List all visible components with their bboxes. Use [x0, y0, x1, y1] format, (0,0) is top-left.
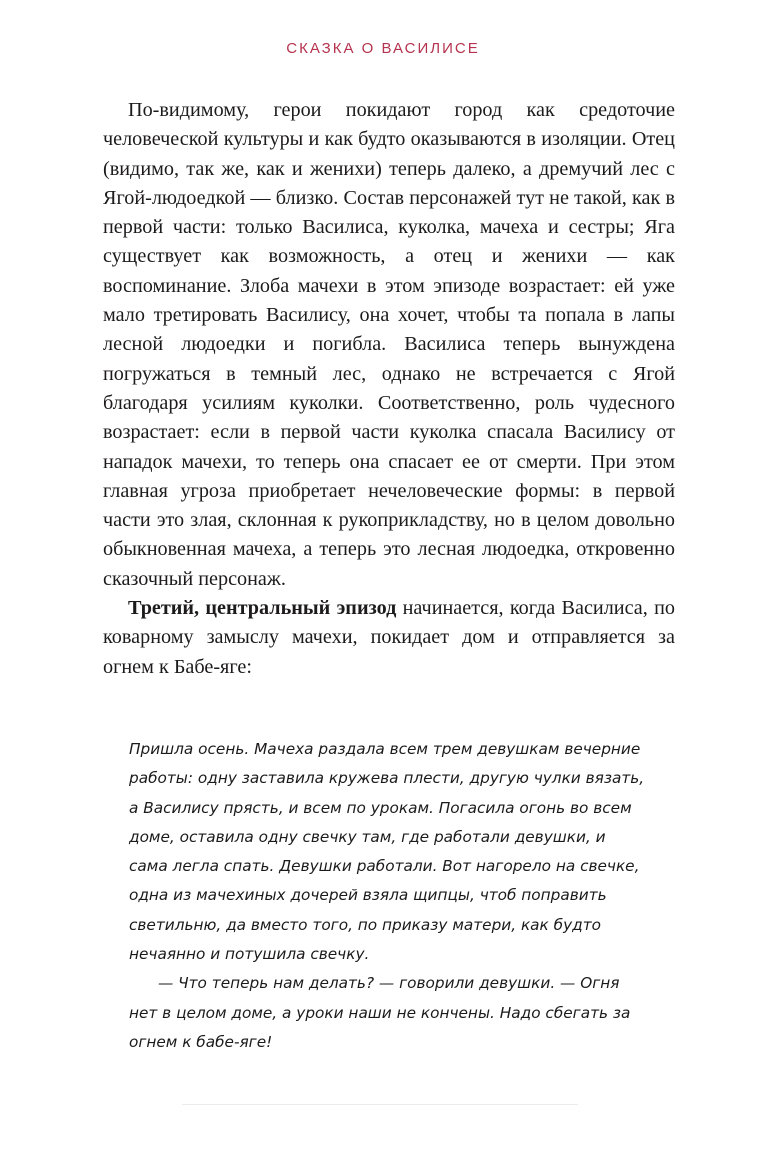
quote-paragraph: — Что теперь нам делать? — говорили девушки. — Огня нет в целом доме, а уроки наши не кончены. Надо сбегать за огнем к бабе-яге! [129, 974, 631, 1051]
main-text [103, 96, 675, 682]
bold-phrase: Третий, центральный эпизод [128, 597, 397, 620]
quote-paragraph: Пришла осень. Мачеха раздала всем трем девушкам вечерние работы: одну заставила кружева плести, другую чулки вязать, а Василису прясть, и всем по урокам. Погасила огонь во всем доме, оставила одну свечку там, где работали девушки, и сама легла спать. Девушки работали. Вот нагорело на свечке, одна из мачехиных дочерей взяла щипцы, чтоб поправить светильню, да вместо того, по приказу матери, как будто нечаянно и потушила свечку. [129, 740, 645, 964]
paragraph: По-видимому, герои покидают город как средоточие человеческой культуры и как будто оказываются в изоляции. Отец (видимо, так же, как и женихи) теперь далеко, а дремучий лес с Ягой-людоедкой — близко. Состав персонажей тут не такой, как в первой части: только Василиса, куколка, мачеха и сестры; Яга существует как возможность, а отец и женихи — как воспоминание. Злоба мачехи в этом эпизоде возрастает: ей уже мало третировать Василису, она хочет, чтобы та попала в лапы лесной людоедки и погибла. Василиса теперь вынуждена погружаться в темный лес, однако не встречается с Ягой благодаря усилиям куколки. Соответственно, роль чудесного возрастает: если в первой части куколка спасала Василису от нападок мачехи, то теперь она спасает ее от смерти. При этом главная угроза приобретает нечеловеческие формы: в первой части это злая, склонная к рукоприкладству, но в целом довольно обыкновенная мачеха, а теперь это лесная людоедка, откровенно сказочный персонаж. [103, 99, 675, 590]
running-header: СКАЗКА О ВАСИЛИСЕ [286, 40, 480, 57]
footer-divider [182, 1104, 578, 1105]
paragraph-text: начинается, когда Василиса, по коварному замыслу мачехи, покидает дом и отправляется за огнем к Бабе-яге: [103, 597, 675, 678]
paragraph [103, 594, 675, 682]
quotation-block [129, 735, 647, 1057]
